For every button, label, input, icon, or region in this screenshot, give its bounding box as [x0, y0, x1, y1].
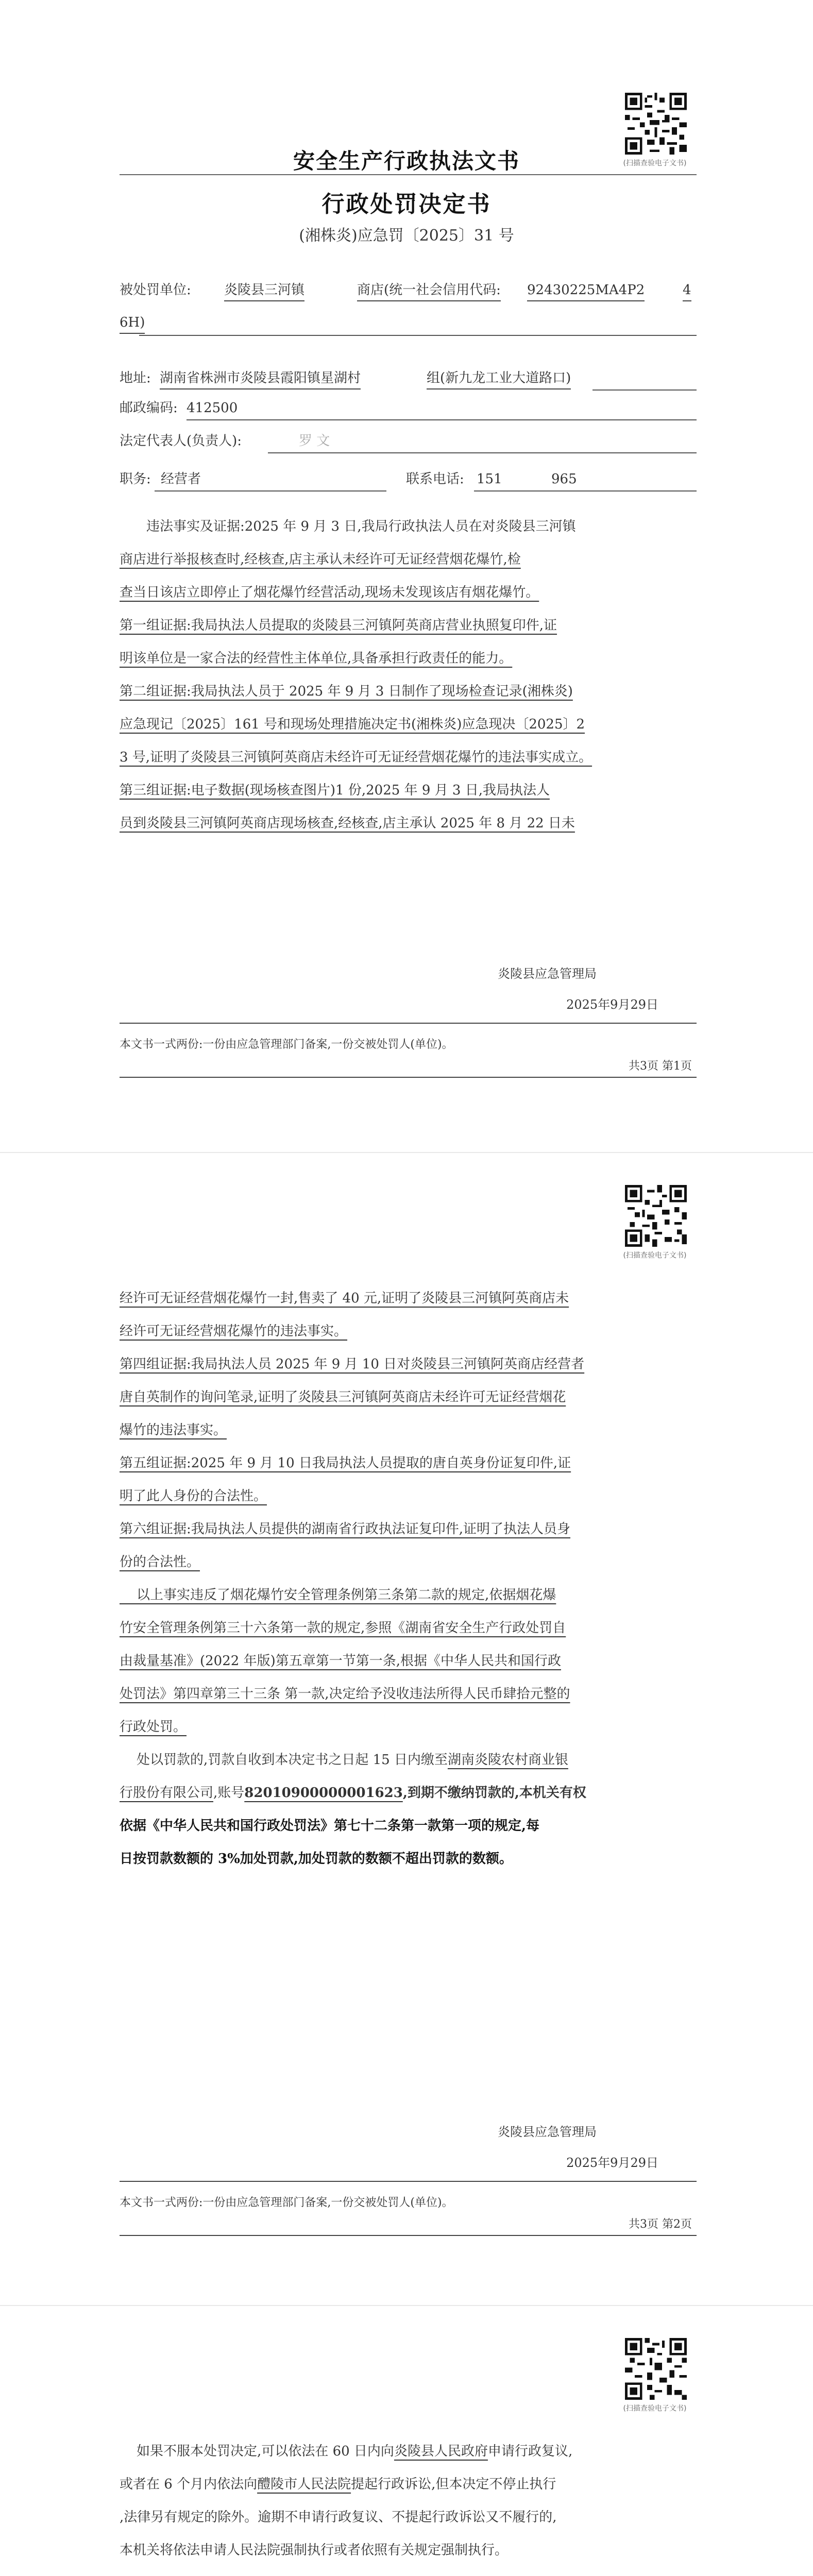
footer-rule [120, 1023, 697, 1024]
phone-value-2: 965 [551, 471, 577, 487]
text-span: 以上事实违反了烟花爆竹安全管理条例第三条第二款的规定,依据烟花爆 [120, 1587, 556, 1603]
qr-code-icon [625, 2338, 687, 2400]
text-span: 第四组证据:我局执法人员 2025 年 9 月 10 日对炎陵县三河镇阿英商店经营者 [120, 1357, 585, 1372]
body-line [120, 543, 697, 576]
body-line [120, 1414, 697, 1447]
body-line [120, 741, 697, 774]
address-value-2: 组(新九龙工业大道路口) [427, 369, 571, 389]
text-span: 份的合法性。 [120, 1554, 200, 1570]
signing-date: 2025年9月29日 [566, 997, 658, 1012]
credit-code-end: 4 [683, 281, 691, 301]
body-line [120, 1381, 697, 1414]
phone-label: 联系电话: [406, 471, 464, 487]
body-line [120, 675, 697, 708]
footer-rule [120, 2235, 697, 2236]
body-line [120, 1776, 697, 1809]
page-number: 共3页 第1页 [629, 1060, 692, 1073]
body-line [120, 1743, 697, 1776]
body-line [120, 642, 697, 675]
court-name: 醴陵市人民法院 [257, 2477, 351, 2492]
qr-caption: (扫描查验电子文书) [623, 1251, 687, 1260]
party-value-2: 商店(统一社会信用代码: [357, 281, 501, 301]
footer-rule [120, 2181, 697, 2182]
document-page-1 [0, 0, 813, 1152]
header-rule [120, 174, 697, 175]
body-line [120, 774, 697, 807]
text-span: 处罚法》第四章第三十三条 第一款,决定给予没收违法所得人民币肆拾元整的 [120, 1686, 570, 1702]
body-line [120, 1447, 697, 1480]
body-line [120, 1480, 697, 1513]
text-span: 商店进行举报核查时,经核查,店主承认未经许可无证经营烟花爆竹,检 [120, 552, 521, 567]
footer-note: 本文书一式两份:一份由应急管理部门备案,一份交被处罚人(单位)。 [120, 2196, 453, 2209]
text-span: 第二组证据:我局执法人员于 2025 年 9 月 3 日制作了现场检查记录(湘株炎) [120, 684, 573, 699]
postcode-value: 412500 [187, 400, 238, 416]
body-line [120, 1348, 697, 1381]
body-text [120, 2435, 697, 2567]
bank-name: 湖南炎陵农村商业银 [447, 1752, 568, 1768]
text-span: 或者在 6 个月内依法向 [120, 2477, 258, 2492]
text-span: 如果不服本处罚决定,可以依法在 60 日内向 [120, 2444, 394, 2459]
body-line [120, 1315, 697, 1348]
phone-value: 151 [477, 471, 502, 487]
address-value: 湖南省株洲市炎陵县霞阳镇星湖村 [160, 369, 361, 389]
body-line [120, 1579, 697, 1612]
body-line [120, 1809, 697, 1842]
text-span: 明了此人身份的合法性。 [120, 1488, 267, 1504]
text-span: 处以罚款的,罚款自收到本决定书之日起 15 日内缴至 [120, 1752, 448, 1768]
text-span: 第一组证据:我局执法人员提取的炎陵县三河镇阿英商店营业执照复印件,证 [120, 618, 557, 633]
body-line [120, 1513, 697, 1546]
text-span: 本机关将依法申请人民法院强制执行或者依照有关规定强制执行。 [120, 2543, 509, 2558]
body-line [120, 609, 697, 642]
body-line [120, 807, 697, 840]
text-span: 员到炎陵县三河镇阿英商店现场核查,经核查,店主承认 2025 年 8 月 22 日未 [120, 816, 575, 831]
text-span: 依据《中华人民共和国行政处罚法》第七十二条第一款第一项的规定,每 [120, 1818, 540, 1834]
text-span: 由裁量基准》(2022 年版)第五章第一节第一条,根据《中华人民共和国行政 [120, 1653, 561, 1669]
field-underline [139, 335, 697, 336]
body-text [120, 1282, 697, 1875]
body-line [120, 2435, 697, 2468]
page-number: 共3页 第2页 [629, 2218, 692, 2231]
qr-caption: (扫描查验电子文书) [623, 159, 687, 167]
body-line [120, 576, 697, 609]
signing-organization: 炎陵县应急管理局 [498, 2125, 597, 2139]
field-underline [268, 452, 697, 453]
position-value: 经营者 [161, 471, 201, 487]
body-line [120, 1645, 697, 1677]
body-line [120, 2501, 697, 2534]
signing-organization: 炎陵县应急管理局 [498, 967, 597, 981]
text-span: 唐自英制作的询问笔录,证明了炎陵县三河镇阿英商店未经许可无证经营烟花 [120, 1389, 566, 1405]
body-line [120, 1546, 697, 1579]
text-span: 明该单位是一家合法的经营性主体单位,具备承担行政责任的能力。 [120, 651, 513, 666]
field-underline [592, 389, 697, 391]
credit-code: 92430225MA4P2 [527, 281, 645, 301]
body-line [120, 2534, 697, 2567]
text-span: ,到期不缴纳罚款的,本机关有权 [402, 1785, 586, 1801]
text-span: 第六组证据:我局执法人员提供的湖南省行政执法证复印件,证明了执法人员身 [120, 1521, 571, 1537]
text-span: 应急现记〔2025〕161 号和现场处理措施决定书(湘株炎)应急现决〔2025〕2 [120, 717, 585, 732]
document-page-3 [0, 2306, 813, 2576]
text-span: 提起行政诉讼,但本决定不停止执行 [351, 2477, 556, 2492]
footer-rule [120, 1077, 697, 1078]
qr-code-icon [625, 1185, 687, 1247]
party-value: 炎陵县三河镇 [224, 281, 304, 301]
text-span: 第五组证据:2025 年 9 月 10 日我局执法人员提取的唐自英身份证复印件,证 [120, 1455, 571, 1471]
position-label: 职务: [120, 471, 151, 487]
credit-code-tail: 6H) [120, 313, 145, 334]
qr-caption: (扫描查验电子文书) [623, 2404, 687, 2413]
text-span: 第三组证据:电子数据(现场核查图片)1 份,2025 年 9 月 3 日,我局执法人 [120, 783, 550, 798]
party-label: 被处罚单位: [120, 282, 191, 298]
body-text [120, 510, 697, 840]
body-line [120, 2468, 697, 2501]
text-span: 日按罚款数额的 3%加处罚款,加处罚款的数额不超出罚款的数额。 [120, 1851, 513, 1867]
text-span: 查当日该店立即停止了烟花爆竹经营活动,现场未发现该店有烟花爆竹。 [120, 585, 539, 600]
body-line [120, 1842, 697, 1875]
body-line [120, 1677, 697, 1710]
text-span: 行政处罚。 [120, 1719, 187, 1735]
bank-name-cont: 行股份有限公司 [120, 1785, 214, 1801]
text-span: 爆竹的违法事实。 [120, 1422, 227, 1438]
postcode-label: 邮政编码: [120, 400, 178, 416]
text-span: ,账号 [213, 1785, 245, 1801]
body-line [120, 1282, 697, 1315]
review-authority: 炎陵县人民政府 [394, 2444, 488, 2459]
legal-rep-value: 罗 文 [299, 433, 330, 449]
body-line [120, 1710, 697, 1743]
field-underline [474, 490, 697, 492]
document-title: 安全生产行政执法文书 [293, 148, 520, 174]
document-number: (湘株炎)应急罚〔2025〕31 号 [299, 227, 514, 245]
text-span: 经许可无证经营烟花爆竹的违法事实。 [120, 1324, 348, 1339]
address-label: 地址: [120, 370, 151, 386]
account-number: 82010900000001623 [244, 1785, 403, 1801]
field-underline [155, 490, 386, 492]
document-page-2 [0, 1153, 813, 2305]
text-span: ,法律另有规定的除外。逾期不申请行政复议、不提起行政诉讼又不履行的, [120, 2510, 557, 2525]
text-span: 违法事实及证据:2025 年 9 月 3 日,我局行政执法人员在对炎陵县三河镇 [146, 519, 576, 534]
text-span: 3 号,证明了炎陵县三河镇阿英商店未经许可无证经营烟花爆竹的违法事实成立。 [120, 750, 592, 765]
footer-note: 本文书一式两份:一份由应急管理部门备案,一份交被处罚人(单位)。 [120, 1038, 453, 1051]
field-underline [187, 419, 697, 420]
text-span: 经许可无证经营烟花爆竹一封,售卖了 40 元,证明了炎陵县三河镇阿英商店未 [120, 1291, 569, 1306]
body-line [120, 708, 697, 741]
signing-date: 2025年9月29日 [566, 2156, 658, 2170]
body-line [120, 510, 697, 543]
legal-rep-label: 法定代表人(负责人): [120, 433, 242, 449]
body-line [120, 1612, 697, 1645]
text-span: 申请行政复议, [487, 2444, 573, 2459]
document-subtitle: 行政处罚决定书 [321, 191, 492, 217]
text-span: 竹安全管理条例第三十六条第一款的规定,参照《湖南省安全生产行政处罚自 [120, 1620, 566, 1636]
